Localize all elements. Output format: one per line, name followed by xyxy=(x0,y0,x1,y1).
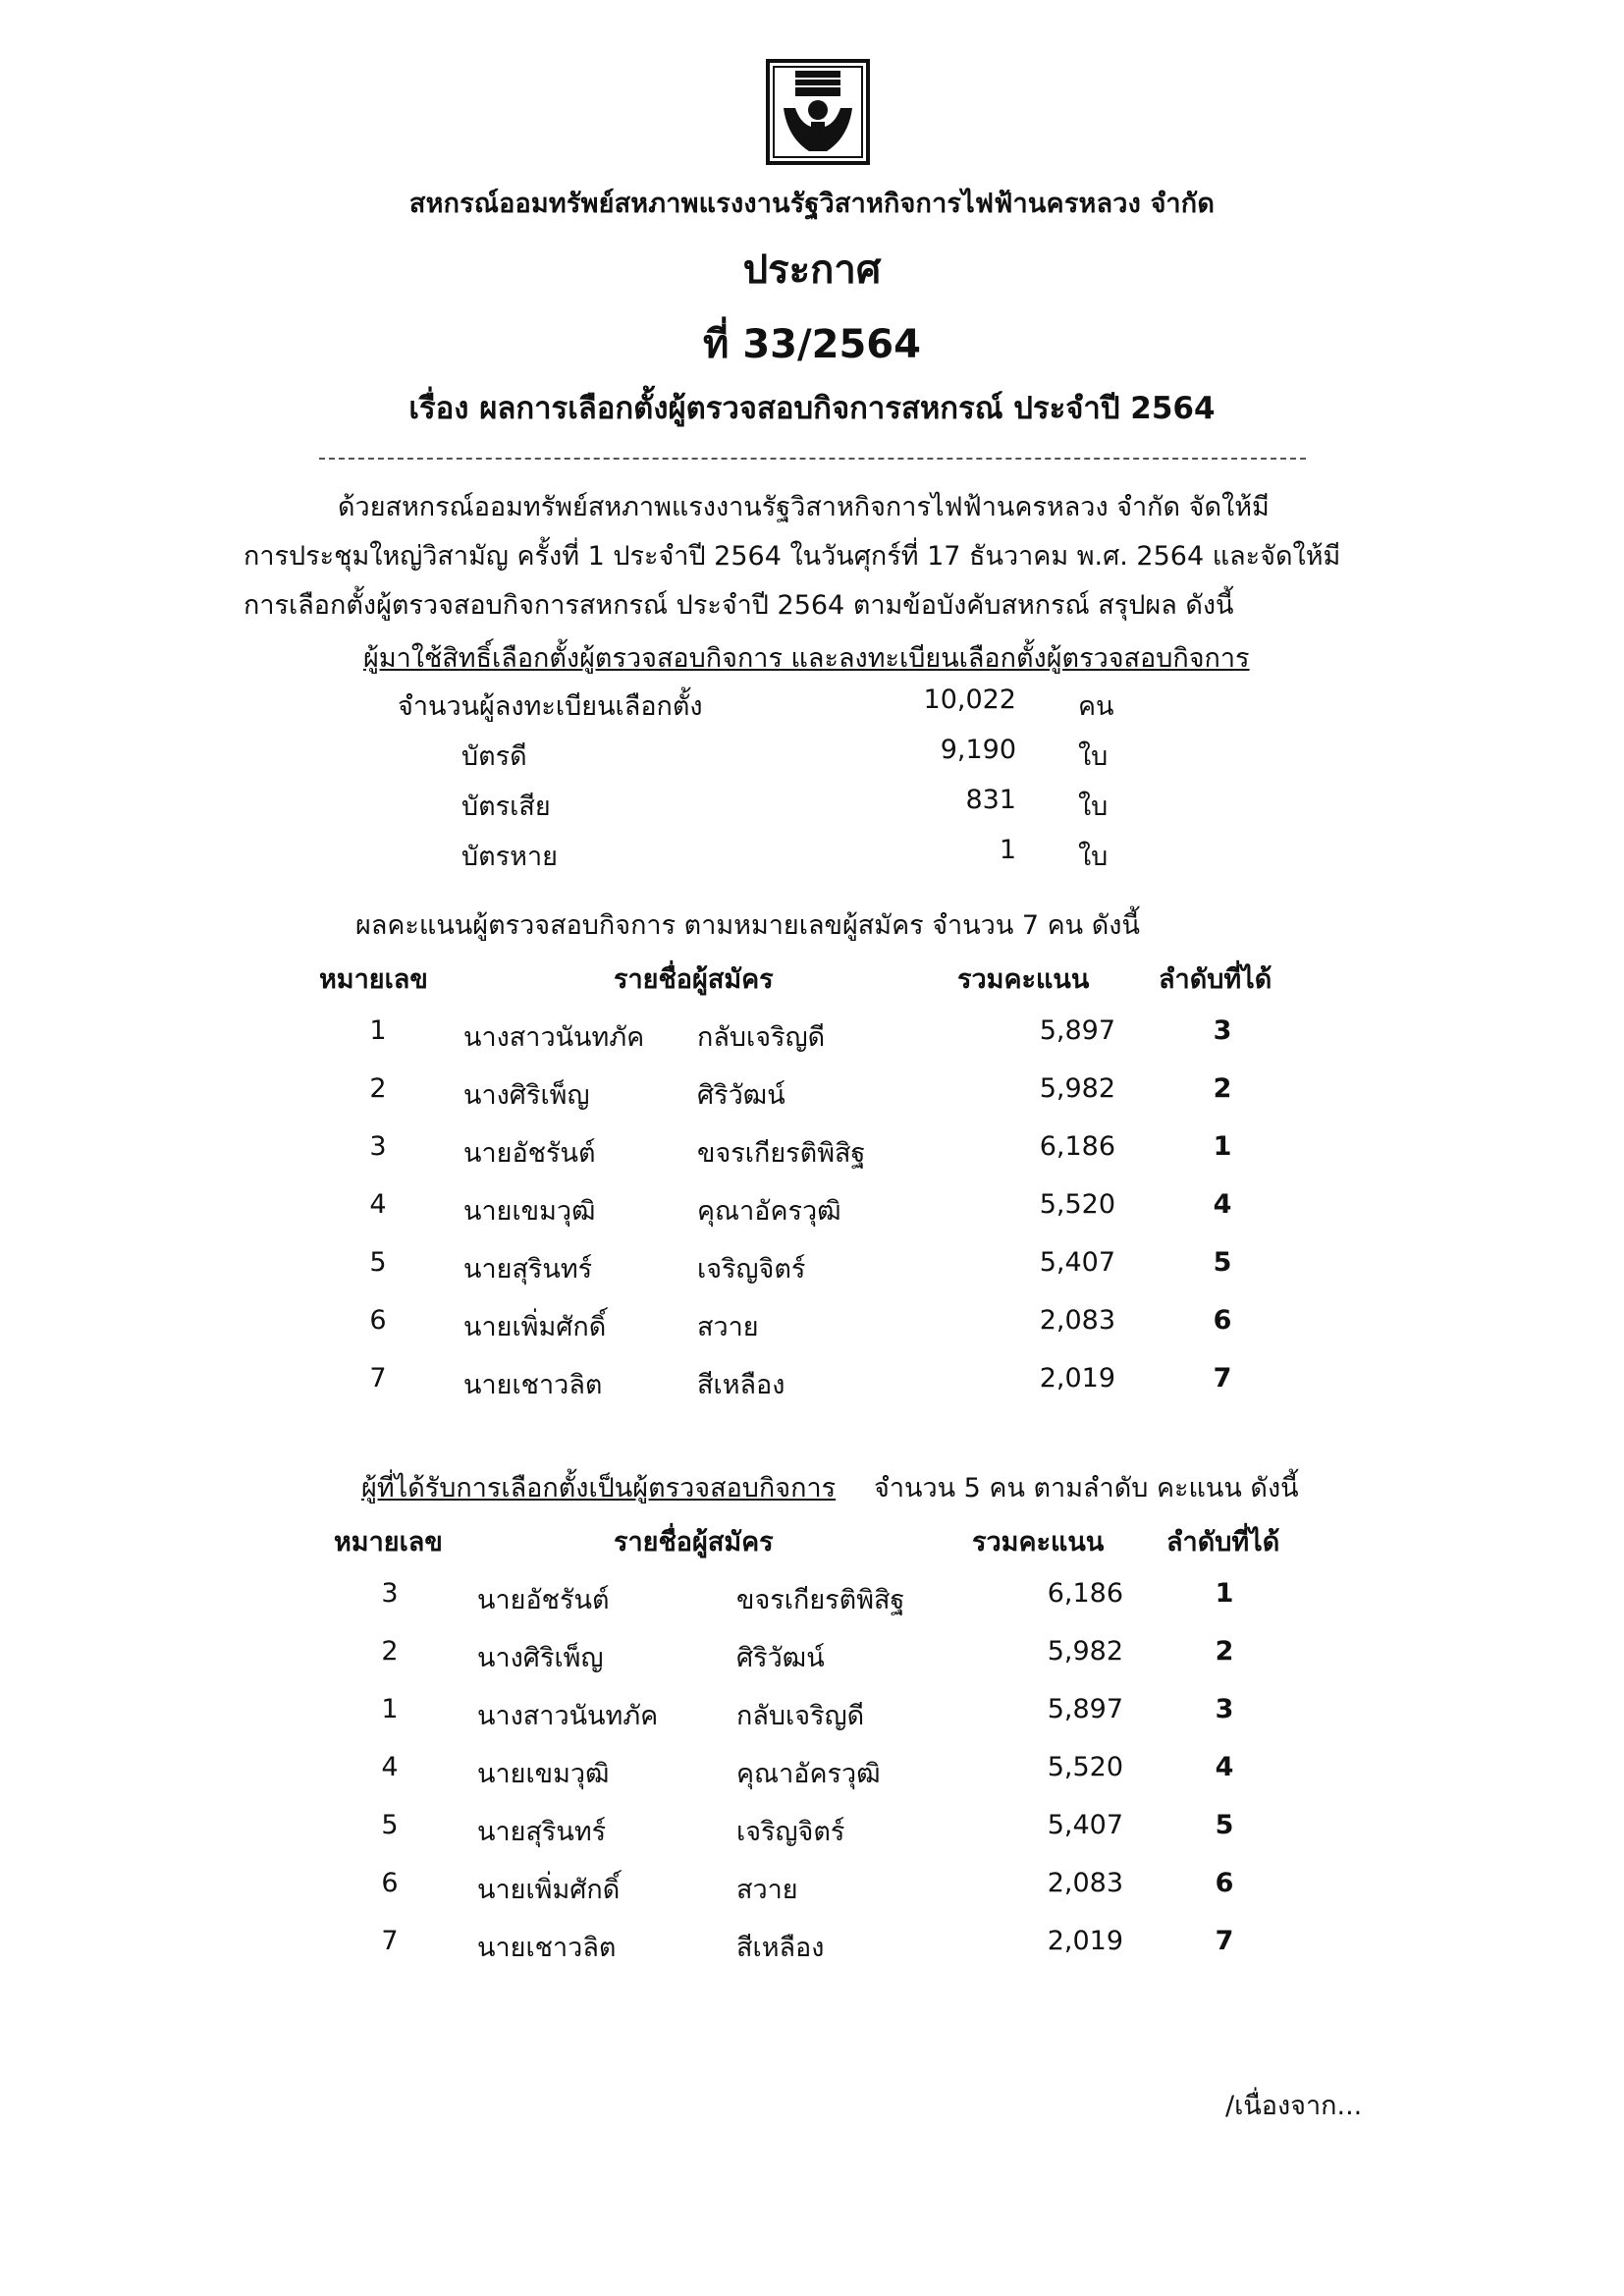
candidate-rank: 2 xyxy=(1213,1073,1232,1104)
column-header-score: รวมคะแนน xyxy=(972,1527,1105,1558)
candidate-number: 2 xyxy=(381,1636,399,1667)
candidate-last-name: คุณาอัครวุฒิ xyxy=(697,1196,841,1227)
candidate-rank: 1 xyxy=(1213,1131,1232,1162)
elected-heading-tail: จำนวน 5 คน ตามลำดับ คะแนน ดังนี้ xyxy=(874,1473,1299,1503)
registration-unit: ใบ xyxy=(1078,842,1109,872)
candidate-last-name: ขจรเกียรติพิสิฐ xyxy=(736,1585,905,1615)
candidate-number: 7 xyxy=(369,1363,387,1394)
registration-value: 831 xyxy=(965,785,1016,815)
candidate-last-name: สวาย xyxy=(736,1875,798,1905)
intro-paragraph xyxy=(244,483,1382,630)
candidate-score: 6,186 xyxy=(1047,1578,1123,1609)
candidate-last-name: เจริญจิตร์ xyxy=(736,1817,845,1847)
candidate-last-name: สวาย xyxy=(697,1312,759,1342)
intro-line-1: ด้วยสหกรณ์ออมทรัพย์สหภาพแรงงานรัฐวิสาหกิจการไฟฟ้านครหลวง จำกัด จัดให้มี xyxy=(338,492,1270,522)
candidate-score: 5,982 xyxy=(1047,1636,1123,1667)
candidate-number: 6 xyxy=(369,1305,387,1336)
registration-value: 9,190 xyxy=(940,735,1016,765)
continued-note: /เนื่องจาก... xyxy=(1225,2091,1363,2121)
intro-line-3: การเลือกตั้งผู้ตรวจสอบกิจการสหกรณ์ ประจำปี 2564 ตามข้อบังคับสหกรณ์ สรุปผล ดังนี้ xyxy=(244,590,1234,621)
candidate-first-name: นายเชาวลิต xyxy=(463,1370,603,1400)
registration-label: บัตรหาย xyxy=(461,842,558,872)
dashed-divider xyxy=(319,458,1306,460)
announcement-subject: เรื่อง ผลการเลือกตั้งผู้ตรวจสอบกิจการสหกรณ์ ประจำปี 2564 xyxy=(408,391,1216,426)
candidate-first-name: นายอัชรันต์ xyxy=(463,1138,596,1169)
candidate-first-name: นางสาวนันทภัค xyxy=(463,1022,645,1053)
candidate-first-name: นายเขมวุฒิ xyxy=(463,1196,596,1227)
candidate-score: 5,407 xyxy=(1039,1247,1115,1278)
candidate-rank: 3 xyxy=(1215,1694,1234,1724)
coop-hands-logo-icon xyxy=(766,59,870,165)
column-header-name: รายชื่อผู้สมัคร xyxy=(614,1527,774,1558)
candidate-first-name: นายเพิ่มศักดิ์ xyxy=(477,1875,621,1905)
candidate-first-name: นายอัชรันต์ xyxy=(477,1585,610,1615)
candidate-score: 5,407 xyxy=(1047,1810,1123,1840)
organization-name: สหกรณ์ออมทรัพย์สหภาพแรงงานรัฐวิสาหกิจการไฟฟ้านครหลวง จำกัด xyxy=(408,189,1216,219)
column-header-name: รายชื่อผู้สมัคร xyxy=(614,964,774,995)
registration-value: 10,022 xyxy=(923,684,1016,715)
candidate-score: 2,083 xyxy=(1039,1305,1115,1336)
candidate-last-name: กลับเจริญดี xyxy=(697,1022,826,1053)
candidate-number: 1 xyxy=(369,1015,387,1046)
candidate-first-name: นายเพิ่มศักดิ์ xyxy=(463,1312,607,1342)
candidate-rank: 7 xyxy=(1213,1363,1232,1394)
candidate-score: 6,186 xyxy=(1039,1131,1115,1162)
candidate-first-name: นางสาวนันทภัค xyxy=(477,1701,659,1731)
candidate-score: 5,897 xyxy=(1039,1015,1115,1046)
column-header-number: หมายเลข xyxy=(319,964,428,995)
candidate-score: 5,897 xyxy=(1047,1694,1123,1724)
candidate-rank: 7 xyxy=(1215,1926,1234,1956)
registration-value: 1 xyxy=(999,835,1016,865)
candidate-last-name: ขจรเกียรติพิสิฐ xyxy=(697,1138,866,1169)
candidate-rank: 3 xyxy=(1213,1015,1232,1046)
candidate-rank: 4 xyxy=(1215,1752,1234,1782)
registration-unit: คน xyxy=(1078,691,1114,722)
candidate-number: 6 xyxy=(381,1868,399,1898)
candidate-first-name: นายเขมวุฒิ xyxy=(477,1759,610,1789)
candidate-rank: 4 xyxy=(1213,1189,1232,1220)
registration-unit: ใบ xyxy=(1078,792,1109,822)
candidate-rank: 1 xyxy=(1215,1578,1234,1609)
candidate-first-name: นายสุรินทร์ xyxy=(463,1254,593,1285)
column-header-number: หมายเลข xyxy=(334,1527,443,1558)
column-header-score: รวมคะแนน xyxy=(957,964,1090,995)
registration-label: บัตรเสีย xyxy=(461,792,551,822)
candidate-number: 2 xyxy=(369,1073,387,1104)
candidate-number: 5 xyxy=(369,1247,387,1278)
candidate-score: 2,019 xyxy=(1039,1363,1115,1394)
candidate-rank: 6 xyxy=(1213,1305,1232,1336)
announcement-title: ประกาศ xyxy=(742,247,882,293)
candidate-number: 1 xyxy=(381,1694,399,1724)
candidate-last-name: คุณาอัครวุฒิ xyxy=(736,1759,881,1789)
candidate-score: 2,019 xyxy=(1047,1926,1123,1956)
candidate-number: 4 xyxy=(369,1189,387,1220)
candidate-number: 5 xyxy=(381,1810,399,1840)
candidate-number: 7 xyxy=(381,1926,399,1956)
results-heading: ผลคะแนนผู้ตรวจสอบกิจการ ตามหมายเลขผู้สมัคร จำนวน 7 คน ดังนี้ xyxy=(355,910,1140,941)
candidate-first-name: นายเชาวลิต xyxy=(477,1933,617,1963)
column-header-rank: ลำดับที่ได้ xyxy=(1159,964,1272,995)
candidate-last-name: สีเหลือง xyxy=(697,1370,785,1400)
registration-label: จำนวนผู้ลงทะเบียนเลือกตั้ง xyxy=(398,691,703,722)
candidate-score: 2,083 xyxy=(1047,1868,1123,1898)
candidate-number: 3 xyxy=(369,1131,387,1162)
candidate-rank: 6 xyxy=(1215,1868,1234,1898)
candidate-last-name: ศิริวัฒน์ xyxy=(697,1080,785,1111)
candidate-rank: 5 xyxy=(1213,1247,1232,1278)
elected-heading: ผู้ที่ได้รับการเลือกตั้งเป็นผู้ตรวจสอบกิจการ xyxy=(361,1473,837,1503)
candidate-last-name: สีเหลือง xyxy=(736,1933,825,1963)
registration-label: บัตรดี xyxy=(461,741,527,772)
candidate-rank: 5 xyxy=(1215,1810,1234,1840)
candidate-last-name: กลับเจริญดี xyxy=(736,1701,865,1731)
registration-heading: ผู้มาใช้สิทธิ์เลือกตั้งผู้ตรวจสอบกิจการ และลงทะเบียนเลือกตั้งผู้ตรวจสอบกิจการ xyxy=(363,643,1250,674)
candidate-last-name: ศิริวัฒน์ xyxy=(736,1643,825,1673)
candidate-last-name: เจริญจิตร์ xyxy=(697,1254,806,1285)
candidate-number: 3 xyxy=(381,1578,399,1609)
intro-line-2: การประชุมใหญ่วิสามัญ ครั้งที่ 1 ประจำปี 2564 ในวันศุกร์ที่ 17 ธันวาคม พ.ศ. 2564 และจัดให้มี xyxy=(244,541,1341,572)
candidate-first-name: นายสุรินทร์ xyxy=(477,1817,607,1847)
candidate-score: 5,982 xyxy=(1039,1073,1115,1104)
registration-unit: ใบ xyxy=(1078,741,1109,772)
candidate-first-name: นางศิริเพ็ญ xyxy=(463,1080,590,1111)
candidate-number: 4 xyxy=(381,1752,399,1782)
candidate-first-name: นางศิริเพ็ญ xyxy=(477,1643,604,1673)
candidate-score: 5,520 xyxy=(1039,1189,1115,1220)
candidate-score: 5,520 xyxy=(1047,1752,1123,1782)
announcement-number: ที่ 33/2564 xyxy=(703,322,921,367)
candidate-rank: 2 xyxy=(1215,1636,1234,1667)
column-header-rank: ลำดับที่ได้ xyxy=(1166,1527,1280,1558)
